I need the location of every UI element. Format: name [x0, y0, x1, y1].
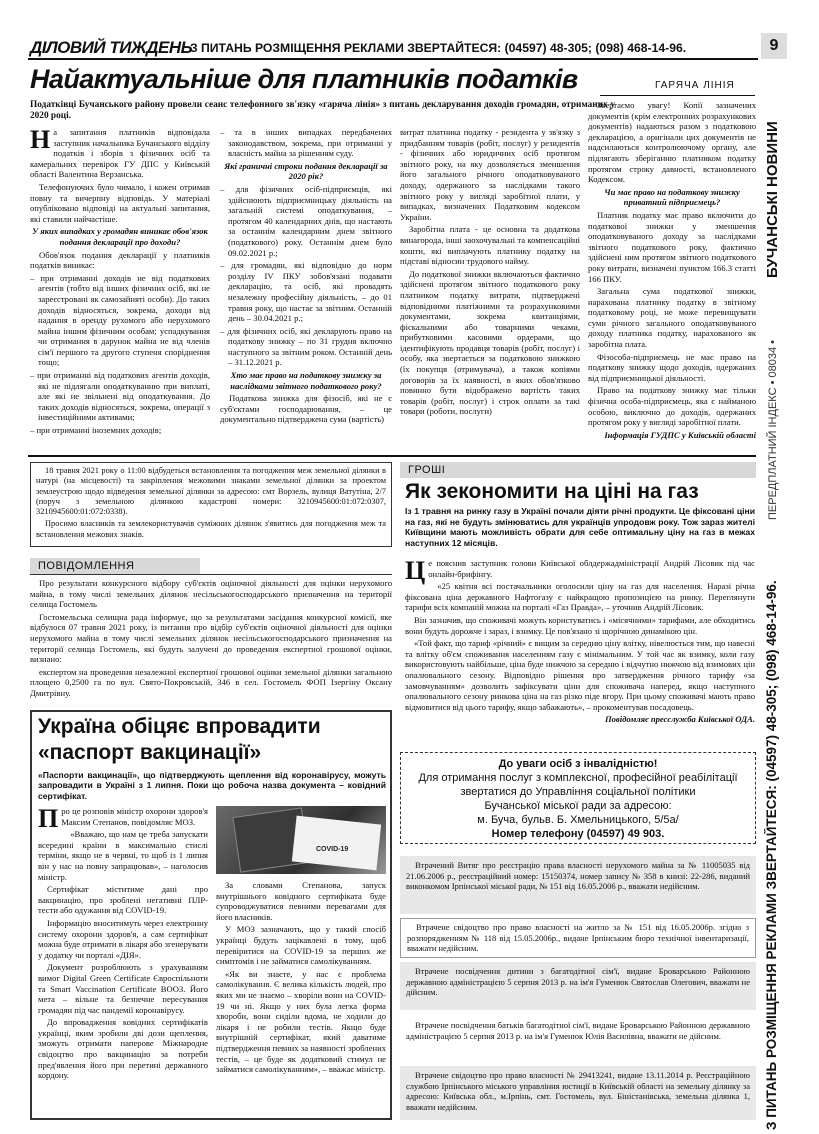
lost-notice-3: Втрачене посвідчення дитини з багатодітної сім'ї, видане Броварською Районною державною адміністрацією 5 серпня 2013 р. на ім'я Гуменюк Святослав Олегович, вважати не дійсним.: [400, 962, 756, 1010]
gas-title: Як зекономити на ціні на газ: [405, 480, 699, 503]
paragraph: 18 травня 2021 року о 11:00 відбудеться встановлення та погодження меж земельної ділянки в натурі (на місцевості) та закріплення межовими знаками земельної ділянки за проектом землеустрою щодо відведення земельної ділянки за адресою: смт Ворзель, вулиця Ватутіна, 2/7 (поруч з земельною ділянкою кадастрові номери: 3210945600:01:072:0307, 3210945600:01:072:0338).: [36, 466, 386, 517]
paragraph: Платник податку має право включити до податкової знижки у зменшення оподатковуваного доходу за наслідками звітного податкового року, фактично здійснені ним протягом звітного податкового року витрати, визначені пунктом 166.3 статті 166 ПКУ.: [588, 209, 756, 284]
line: Номер телефону (04597) 49 903.: [491, 828, 665, 840]
vaccine-col-2: [216, 880, 386, 1077]
lost-notice-5: Втрачене свідоцтво про право власності № 29413241, видане 13.11.2014 р. Реєстраційною службою Ірпінського міського управління юстиції в Київській області на земельну ділянку за адресою: Київська обл., м.Ірпінь, смт. Гостомель, вул. Біністанівська, земельна ділянка 1, вважати недійсним.: [400, 1066, 756, 1120]
paragraph: «Вважаю, що нам це треба запускати всередині країни в максимально стислі терміни, якщо не в червні, то щоб із 1 липня він у нас на повну запрацював», – наголосив міністр.: [38, 829, 208, 882]
section-title: ДІЛОВИЙ ТИЖДЕНЬ: [30, 38, 193, 57]
paragraph: До податкової знижки включаються фактично здійснені протягом звітного податкового року платником податку витрати, підтверджені відповідними платіжними та розрахунковими документами, зокрема квитанціями, фіскальними або товарними чеками, прибутковими касовими ордерами, що ідентифікують продавця товарів (робіт, послуг) і особу, яка звертається за податковою знижкою (їх покупця (отримувача), а також копіями договорів за їх наявності, в яких обов'язково повинно бути відображено вартість таких товарів (робіт, послуг) і строк оплати за такі товари (роботи, послуги): [400, 268, 580, 417]
paragraph: За словами Степанова, запуск внутрішнього ковідного сертифіката буде супроводжуватися певними перевагами для його власників.: [216, 880, 386, 922]
ad-banner: З ПИТАНЬ РОЗМІЩЕННЯ РЕКЛАМИ ЗВЕРТАЙТЕСЯ: (04597) 48-305; (098) 468-14-96.: [190, 41, 687, 55]
paragraph: Він зазначив, що споживачі можуть користуватись і «місячними» тарифами, але обходитись вони будуть дорожче і зараз, і взимку. Це пов'язано зі щорічною динамікою цін.: [405, 614, 755, 636]
certificate-card: [292, 816, 381, 871]
page-number: 9: [761, 33, 787, 59]
paragraph: Просимо власників та землекористувачів суміжних ділянок з'явитись для погодження меж та встановлення межових знаків.: [36, 519, 386, 539]
vaccine-title: Україна обіцяє впровадити «паспорт вакцинації»: [38, 715, 321, 764]
paragraph: експертом на проведення незалежної експертної грошової оцінки земельної ділянки загальною площею 0,2500 га по вул. Свято-Покровській, 346 в сел. Гостомель ФОП Ізергіну Оксану Дмитрівну.: [30, 666, 392, 698]
paragraph: а запитання платників відповідала заступник начальника Бучанського відділу податків і зборів з фізичних осіб та камеральних перевірок ГУ ДПС у Київській області Валентина Верзанська.: [30, 127, 210, 180]
vertical-ad: З ПИТАНЬ РОЗМІЩЕННЯ РЕКЛАМИ ЗВЕРТАЙТЕСЯ: (04597) 48-305; (098) 468-14-96.: [764, 580, 779, 1130]
rubric-rule: [600, 95, 755, 96]
bullet: – при отриманні іноземних доходів;: [30, 425, 162, 436]
lost-notice-4: Втрачене посвідчення батьків багатодітної сім'ї, видане Броварською Районною державною адміністрацією 5 серпня 2013 р. на ім'я Гуменюк Юлія Василівна, вважати не дійсним.: [406, 1020, 750, 1041]
bullet: – при отриманні від податкових агентів доходів, які не підлягали оподаткуванню при виплаті, але які не звільнені від оподаткування. До таких доходів відносяться, зокрема, операції з інвестиційними активами;: [30, 370, 210, 423]
paragraph: До впровадження ковідних сертифікатів українці, яким зробили дві дози щеплення, зможуть отримати паперове Міжнародне свідоцтво про вакцинацію за потреби пред'явлення його при перетині державного кордону.: [38, 1017, 208, 1081]
bullet: – та в інших випадках передбачених законодавством, зокрема, при отриманні у власність майна за рішенням суду.: [220, 127, 392, 159]
bullet: – для фізичних осіб, які декларують право на податкову знижку – по 31 грудня включно наступного за звітним роком. Останній день – 31.12.2021 р.: [220, 325, 392, 368]
question: У яких випадках у громадян виникає обов'язок подання декларації про доходи?: [32, 226, 208, 247]
tax-col-2: [220, 127, 392, 427]
bullet: – для громадян, які відповідно до норм розділу IV ПКУ зобов'язані подавати декларацію, та осіб, які провадять незалежну професійну діяльність, – до 01 травня року, що настає за звітним. Останній день – 30.04.2021 р.;: [220, 260, 392, 324]
bullet: – при отриманні доходів не від податкових агентів (тобто від інших фізичних осіб, які не зареєстровані як самозайняті особи). До таких доходів відносяться, зокрема, доходи від надання в оренду рухомого або нерухомого майна іншим фізичним особам; успадкування чи отримання в дарунок майна не від членів сім'ї першого та другого ступеня споріднення тощо;: [30, 272, 210, 368]
announcement-body: [30, 578, 392, 701]
line: Бучанської міської ради за адресою:: [484, 800, 672, 812]
signature: Повідомляє пресслужба Київської ОДА.: [604, 714, 755, 725]
paragraph: Податкова знижка для фізосіб, які не є суб'єктами господарювання, – це документально підтверджена сума (вартість): [220, 393, 392, 425]
vaccine-lead: «Паспорти вакцинації», що підтверджують щеплення від коронавірусу, можуть запровадити в Україні з 1 липня. Поки що робоча назва документа – ковідний сертифікат.: [38, 770, 386, 801]
paragraph: витрат платника податку - резидента у зв'язку з придбанням товарів (робіт, послуг) у резидентів - фізичних або юридичних осіб протягом звітного року, на яку дозволяється зменшення його загального річного оподатковуваного доходу, одержаного за наслідками такого звітного року у вигляді заробітної плати, у випадках, визначених Податковим кодексом України.: [400, 127, 580, 222]
paragraph: «25 квітня всі постачальники оголосили ціну на газ для населення. Наразі річна фіксована ціна державного Нафтогазу є найкращою пропозицією на ринку. Переглянути тарифи всіх компаній можна на порталі «Газ Правда», – уточнив Андрій Лісовик.: [405, 581, 755, 613]
tax-bottom-rule: [28, 455, 756, 457]
vertical-index: ПЕРЕДПЛАТНИЙ ІНДЕКС • 08034 •: [767, 340, 779, 520]
lost-notice-1: Втрачений Витяг про реєстрацію права власності нерухомого майна за № 11005035 від 21.06.2006 р., реєстраційний номер: 15150374, номер запису № 358 в книзі: 22-286, виданий виконкомом Ірпінської міської ради, № 151 від 16.05.2006 р., вважати недійсним.: [400, 856, 756, 914]
line: звертатися до Управління соціальної політики: [460, 786, 696, 798]
tax-col-1: [30, 127, 210, 438]
paragraph: «Як ви знаєте, у нас є проблема самолікування. Є велика кількість людей, про яких ми не знаємо – хворіли вони на COVID-19 чи ні. Якщо у них була легка форма хвороби, вони сиділи вдома, не ходили до лікаря і не робили тестів. Якщо буде внутрішній сертифікат, який даватиме підтвердження певних за наявності зроблених тестів, – це буде як додатковий стимул не займатися самолікуванням», – вважає міністр.: [216, 968, 386, 1075]
vaccine-photo: [216, 806, 386, 874]
paragraph: Обов'язок подання декларації у платників податків виникає:: [30, 249, 210, 271]
announcement-rule: [30, 574, 392, 575]
question: Хто має право на податкову знижку за наслідками звітного податкового року?: [230, 370, 382, 391]
paragraph: Сертифікат міститиме дані про вакцинацію, про зроблені негативні ПЛР-тести або одужання від COVID-19.: [38, 884, 208, 916]
paragraph: Загальна сума податкової знижки, нарахована платнику податку в звітному податковому році, не може перевищувати суми річного загального оподатковуваного доходу платника податку, нарахованого як заробітна плата.: [588, 286, 756, 350]
drop-cap: П: [38, 804, 59, 833]
land-notice: [30, 462, 392, 547]
line: Для отримання послуг з комплексної, професійної реабілітації: [418, 772, 738, 784]
gas-lead: Із 1 травня на ринку газу в Україні почали діяти річні продукти. Це фіксовані ціни на газ, які не будуть змінюватись для українців упродовж року. Тож зараз жителі Київщини мають можливість обрати для себе оптимальну ціну на газ в межах наступних 12 місяців.: [405, 506, 755, 548]
paragraph: Звертаємо увагу! Копії зазначених документів (крім електронних розрахункових документів) надаються разом з податковою декларацією, а оригінали цих документів не надсилаються контролюючому органу, але підлягають зберіганню платником податку протягом строку давності, встановленого Кодексом.: [588, 100, 756, 185]
gas-rubric: ГРОШІ: [400, 462, 756, 478]
disability-title: До уваги осіб з інвалідністю!: [498, 758, 658, 770]
question: Які граничні строки подання декларації за 2020 рік?: [224, 160, 388, 182]
lost-notice-2: Втрачене свідоцтво про право власності на житло за № 151 від 16.05.2006р. згідно з розпорядженням № 118 від 15.05.2006р., видане Ірпінським бюро технічної інвентаризації, вважати недійсним.: [400, 918, 756, 958]
signature: Інформація ГУДПС у Київській області: [604, 429, 756, 440]
paragraph: «Той факт, що тариф «річний» є вищим за середню ціну влітку, нівелюється тим, що навесні та влітку об'єм споживання населенням газу є мінімальним. У той час як взимку, коли газу використовують найбільше, ціна буде нижчою за середню і відчутно нижчою від взимових цін опалювального сезону. Відповідно рішення про затвердження річного тарифу «за замовчуванням» дозволить зафіксувати ціни для споживача наперед, якщо наступного опалювального сезону ринкова ціна на газ різко піде вгору. При цьому споживачі мають право відмовитися від цього тарифу, якщо забажають», – прокоментував посадовець.: [405, 638, 755, 712]
paragraph: е пояснив заступник голови Київської облдержадміністрації Андрій Лісовик під час онлайн-брифінгу.: [428, 558, 755, 579]
tax-col-4: [588, 100, 756, 442]
paragraph: У МОЗ зазначають, що у такий спосіб українці будуть зацікавлені в тому, щоб перевіритися на COVID-19 за перших же симптомів і не займатися самолікуванням.: [216, 924, 386, 967]
drop-cap: Ц: [405, 556, 426, 585]
vertical-brand: БУЧАНСЬКІ НОВИНИ: [764, 121, 781, 278]
paragraph: Телефонуючих було чимало, і кожен отримав повну та вичерпну відповідь. У матеріалі опубліковано відповіді на актуальні запитання, які ставили найчастіше.: [30, 181, 210, 224]
paragraph: Заробітна плата - це основна та додаткова винагорода, інші заохочувальні та компенсаційні кошти, які виплачують платнику податку на підставі відносин трудового найму.: [400, 224, 580, 267]
tax-rubric: ГАРЯЧА ЛІНІЯ: [655, 80, 735, 91]
covid-label: COVID-19: [316, 846, 349, 853]
paragraph: Гостомельська селищна рада інформує, що за результатами засідання конкурсної комісії, яке відбулося 07 травня 2021 року, із питання про відбір суб'єктів оціночної діяльності для оцінки нерухомого майна в тому числі земельних ділянок несільськогосподарського призначення на території селища Гостомель, які будуть залучені до проведення експертної грошової оцінки, визнано:: [30, 611, 392, 665]
tax-title: Найактуальніше для платників податків: [30, 64, 578, 94]
paragraph: Інформацію вноситимуть через електронну систему охорони здоров'я, а сам сертифікат можна буде отримати в лікаря або згенерувати у додатку чи порталі «ДІЯ».: [38, 917, 208, 960]
tax-col-3: [400, 127, 580, 419]
gas-body: [405, 558, 755, 727]
bullet: – для фізичних осіб-підприємців, які здійснюють підприємницьку діяльність на загальній системі оподаткування, – протягом 40 календарних днів, що настають за останнім календарним днем звітного (податкового) року. Останнім днем було 09.02.2021 р.;: [220, 183, 392, 258]
paragraph: Документ розроблюють з урахуванням вимог Digital Green Certificate Євроспільноти та Smart Vaccination Certificate ВООЗ. Його мета – вільне та безпечне пересування громадян під час пандемії коронавірусу.: [38, 962, 208, 1015]
drop-cap: Н: [30, 125, 51, 154]
paragraph: Право на податкову знижку має тільки фізична особа-підприємець, яка є найманою особою, виключно до доходів, одержаних протягом року у вигляді заробітної плати.: [588, 385, 756, 428]
paragraph: ро це розповів міністр охорони здоров'я Максим Степанов, повідомляє МОЗ.: [61, 806, 208, 827]
line: м. Буча, бульв. Б. Хмельницького, 5/5а/: [477, 814, 679, 826]
disability-box: [400, 752, 756, 844]
tax-lead: Податківці Бучанського району провели сеанс телефонного зв'язку «гаряча лінія» з питань декларування доходів громадян, отриманих у 2020 році.: [30, 100, 615, 121]
paragraph: Фізособа-підприємець не має право на податкову знижку щодо доходів, одержаних від підприємницької діяльності.: [588, 351, 756, 383]
question: Чи має право на податкову знижку приватний підприємець?: [604, 186, 740, 208]
announcement-label: ПОВІДОМЛЕННЯ: [30, 558, 200, 574]
paragraph: Про результати конкурсного відбору суб'єктів оціночної діяльності для оцінки нерухомого майна, в тому числі земельних ділянок несільськогосподарського призначення на території селища Гостомель: [30, 578, 392, 610]
vaccine-col-1: [38, 806, 208, 1083]
